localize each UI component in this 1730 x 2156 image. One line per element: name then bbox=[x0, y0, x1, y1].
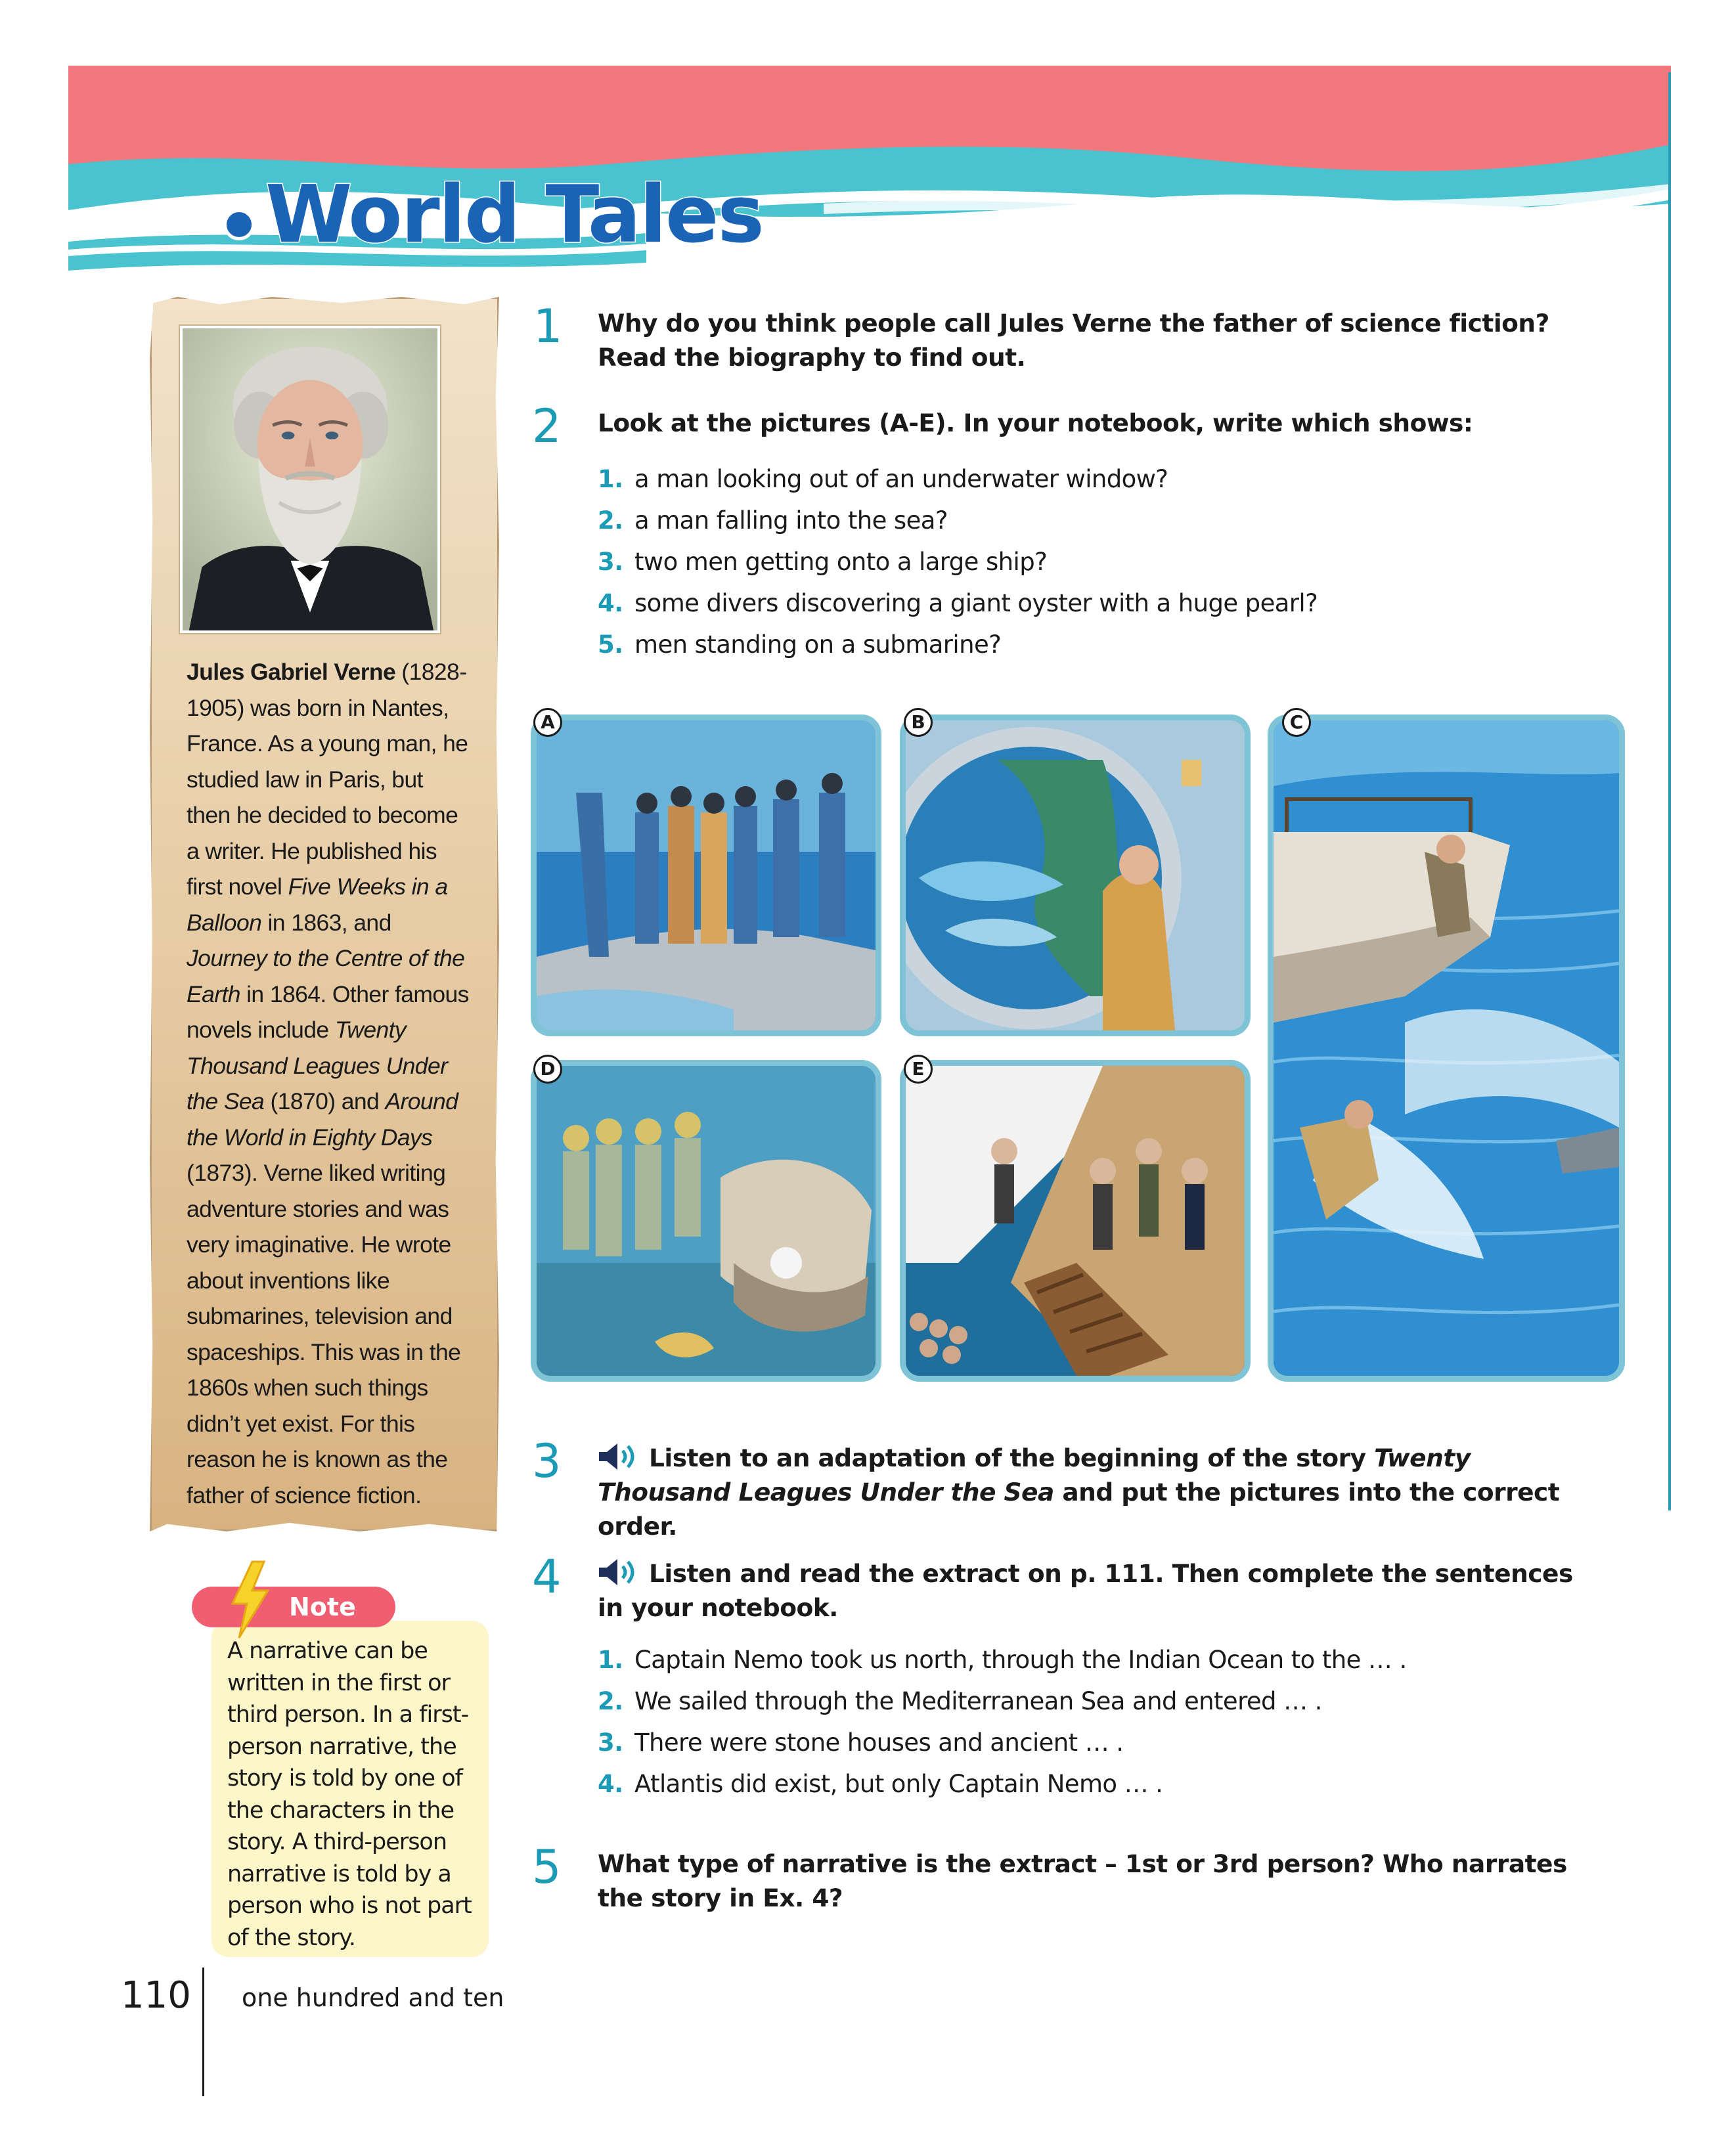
page-title: World Tales bbox=[265, 169, 763, 261]
item-number: 2. bbox=[598, 1687, 623, 1715]
item-text: We sailed through the Mediterranean Sea and entered … . bbox=[634, 1687, 1322, 1715]
instruction-text: Listen to an adaptation of the beginning of the story bbox=[649, 1443, 1375, 1472]
list-item bbox=[598, 500, 1583, 541]
page-edge-rule bbox=[1668, 72, 1671, 1510]
item-number: 4. bbox=[598, 589, 623, 617]
item-text: Captain Nemo took us north, through the Indian Ocean to the … . bbox=[634, 1646, 1407, 1674]
jules-verne-portrait bbox=[180, 326, 440, 633]
item-number: 1. bbox=[598, 465, 623, 493]
list-item bbox=[598, 624, 1583, 665]
picture-d bbox=[531, 1060, 881, 1382]
page-number-words: one hundred and ten bbox=[242, 1983, 504, 2012]
item-number: 3. bbox=[598, 1728, 623, 1757]
story-title: Twenty Thousand Leagues Under the Sea bbox=[598, 1443, 1471, 1507]
bio-book-title: Around the World in Eighty Days bbox=[187, 1088, 458, 1151]
item-number: 5. bbox=[598, 630, 623, 659]
bio-book-title: Twenty Thousand Leagues Under the Sea bbox=[187, 1017, 448, 1114]
item-text: men standing on a submarine? bbox=[634, 630, 1002, 659]
exercise-3-instruction bbox=[598, 1441, 1583, 1543]
bio-text-part: in 1864. Other famous novels include bbox=[187, 980, 469, 1043]
instruction-text: Listen and read the extract on p. 111. Then complete the sentences in your notebook. bbox=[598, 1559, 1573, 1622]
item-number: 1. bbox=[598, 1646, 623, 1674]
title-bullet-icon bbox=[223, 209, 255, 240]
speaker-icon[interactable] bbox=[598, 1441, 640, 1472]
note-label: Note bbox=[192, 1587, 395, 1627]
item-text: two men getting onto a large ship? bbox=[634, 548, 1048, 576]
picture-label-d: D bbox=[533, 1055, 562, 1084]
item-text: Atlantis did exist, but only Captain Nemo … . bbox=[634, 1770, 1163, 1798]
footer-divider bbox=[202, 1968, 204, 2096]
picture-e bbox=[900, 1060, 1251, 1382]
list-item bbox=[598, 458, 1583, 500]
bio-name: Jules Gabriel Verne bbox=[187, 659, 396, 685]
bio-text-part: (1870) and bbox=[264, 1088, 386, 1114]
list-item bbox=[598, 1681, 1583, 1722]
picture-a bbox=[531, 715, 881, 1036]
exercise-4-number: 4 bbox=[532, 1550, 562, 1604]
list-item bbox=[598, 1763, 1583, 1805]
picture-label-e: E bbox=[904, 1055, 933, 1084]
list-item bbox=[598, 1722, 1583, 1763]
item-number: 2. bbox=[598, 506, 623, 535]
bio-text-part: (1828-1905) was born in Nantes, France. As a young man, he studied law in Paris, but then he decided to become a writer. He published his first novel bbox=[187, 659, 468, 900]
exercise-5-instruction: What type of narrative is the extract – 1st or 3rd person? Who narrates the story in Ex. 4? bbox=[598, 1849, 1567, 1912]
biography-text bbox=[187, 654, 469, 1513]
bio-text-part: in 1863, and bbox=[261, 909, 391, 936]
exercise-5-number: 5 bbox=[532, 1840, 562, 1894]
bio-book-title: Journey to the Centre of the Earth bbox=[187, 945, 465, 1007]
list-item bbox=[598, 583, 1583, 624]
exercise-2-list bbox=[598, 458, 1583, 665]
exercise-3-number: 3 bbox=[532, 1434, 562, 1488]
exercise-2-number: 2 bbox=[532, 399, 562, 453]
exercise-2-instruction: Look at the pictures (A-E). In your notebook, write which shows: bbox=[598, 408, 1473, 437]
item-number: 4. bbox=[598, 1770, 623, 1798]
picture-label-a: A bbox=[533, 708, 562, 737]
picture-label-b: B bbox=[904, 708, 933, 737]
picture-label-c: C bbox=[1282, 708, 1311, 737]
exercise-4-instruction bbox=[598, 1556, 1583, 1625]
exercise-4-list bbox=[598, 1639, 1583, 1805]
item-text: a man falling into the sea? bbox=[634, 506, 948, 535]
exercise-1-number: 1 bbox=[533, 299, 563, 353]
item-text: There were stone houses and ancient … . bbox=[634, 1728, 1124, 1757]
picture-c bbox=[1268, 715, 1625, 1382]
lightning-icon bbox=[227, 1560, 273, 1639]
instruction-text: and put the pictures into the correct order. bbox=[598, 1478, 1560, 1541]
item-text: some divers discovering a giant oyster with a huge pearl? bbox=[634, 589, 1318, 617]
item-number: 3. bbox=[598, 548, 623, 576]
picture-b bbox=[900, 715, 1251, 1036]
exercise-1-instruction: Why do you think people call Jules Verne the father of science fiction? Read the biography to find out. bbox=[598, 309, 1549, 372]
bio-book-title: Five Weeks in a Balloon bbox=[187, 873, 448, 936]
page-number: 110 bbox=[121, 1974, 191, 2017]
speaker-icon[interactable] bbox=[598, 1557, 640, 1587]
note-text: A narrative can be written in the first or third person. In a first-person narrative, the story is told by one of the characters in the story. A third-person narrative is told by a person who is not part of the story. bbox=[227, 1638, 472, 1951]
list-item bbox=[598, 541, 1583, 583]
item-text: a man looking out of an underwater window? bbox=[634, 465, 1168, 493]
bio-text-part: (1873). Verne liked writing adventure stories and was very imaginative. He wrote about inventions like submarines, television and spaceships. This was in the 1860s when such things didn’t yet exist. For this reason he is known as the father of science fiction. bbox=[187, 1160, 461, 1508]
list-item bbox=[598, 1639, 1583, 1681]
